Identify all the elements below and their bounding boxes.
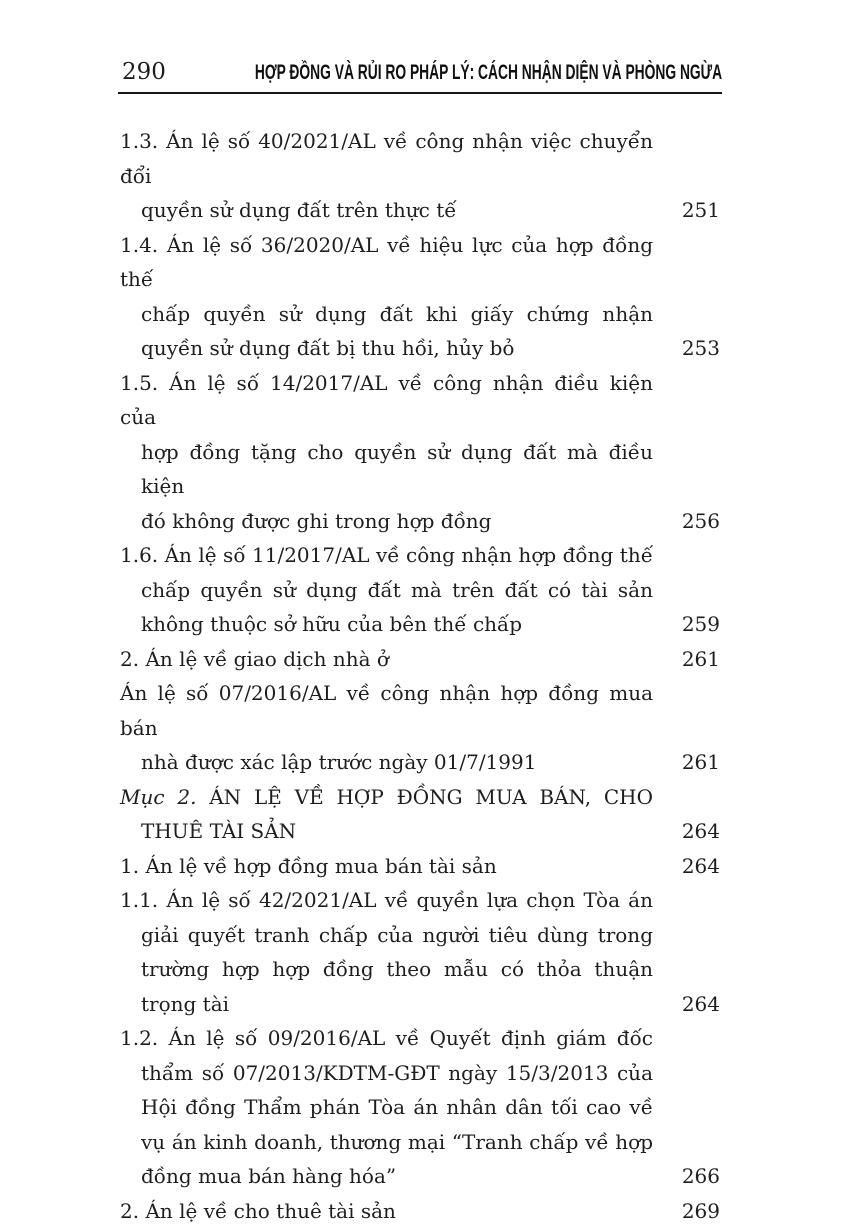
toc-entry-line: 1.6. Án lệ số 11/2017/AL về công nhận hợp đồng thế: [120, 538, 653, 573]
toc-entry-line: nhà được xác lập trước ngày 01/7/1991: [141, 745, 653, 780]
toc-entry-line: 1.1. Án lệ số 42/2021/AL về quyền lựa chọn Tòa án: [120, 883, 653, 918]
header-rule: [118, 92, 722, 94]
toc-entry-line: chấp quyền sử dụng đất mà trên đất có tài sản: [141, 573, 653, 608]
toc-page-number: 261: [682, 745, 720, 780]
toc-entry-line: 1.4. Án lệ số 36/2020/AL về hiệu lực của hợp đồng thế: [120, 228, 653, 297]
running-header: [120, 55, 722, 91]
toc-page-number: 256: [682, 504, 720, 539]
toc-entry-line: đồng mua bán hàng hóa”: [141, 1159, 653, 1194]
toc-page-number: 266: [682, 1159, 720, 1194]
toc-entry: [120, 366, 720, 539]
table-of-contents: [120, 124, 720, 1228]
toc-entry-line: thẩm số 07/2013/KDTM-GĐT ngày 15/3/2013 của: [141, 1056, 653, 1091]
toc-page-number: 269: [682, 1194, 720, 1228]
toc-entry: [120, 1021, 720, 1194]
toc-entry-line: chấp quyền sử dụng đất khi giấy chứng nhận: [141, 297, 653, 332]
toc-entry-line: không thuộc sở hữu của bên thế chấp: [141, 607, 653, 642]
folio-page-number: 290: [122, 61, 166, 84]
toc-entry-line: hợp đồng tặng cho quyền sử dụng đất mà điều kiện: [141, 435, 653, 504]
toc-page-number: 253: [682, 331, 720, 366]
toc-entry: [120, 849, 720, 884]
toc-page-number: 264: [682, 987, 720, 1022]
toc-entry-line: quyền sử dụng đất bị thu hồi, hủy bỏ: [141, 331, 653, 366]
toc-entry-line: trọng tài: [141, 987, 653, 1022]
toc-entry-line: vụ án kinh doanh, thương mại “Tranh chấp về hợp: [141, 1125, 653, 1160]
toc-entry: [120, 642, 720, 677]
toc-entry: [120, 1194, 720, 1228]
toc-page-number: 264: [682, 814, 720, 849]
toc-entry: [120, 228, 720, 366]
toc-entry-line: 1. Án lệ về hợp đồng mua bán tài sản: [120, 849, 653, 884]
section-label: Mục 2.: [120, 785, 196, 809]
toc-page-number: 261: [682, 642, 720, 677]
toc-entry-line: quyền sử dụng đất trên thực tế: [141, 193, 653, 228]
toc-entry-line: giải quyết tranh chấp của người tiêu dùng trong: [141, 918, 653, 953]
toc-page-number: 264: [682, 849, 720, 884]
toc-page-number: 259: [682, 607, 720, 642]
running-header-title: HỢP ĐỒNG VÀ RỦI RO PHÁP LÝ: CÁCH NHẬN DIỆN VÀ PHÒNG NGỪA: [255, 62, 722, 83]
toc-entry-line: 2. Án lệ về cho thuê tài sản: [120, 1194, 653, 1228]
toc-entry-line: 1.2. Án lệ số 09/2016/AL về Quyết định giám đốc: [120, 1021, 653, 1056]
toc-entry: [120, 124, 720, 228]
toc-entry-text: ÁN LỆ VỀ HỢP ĐỒNG MUA BÁN, CHO: [209, 785, 653, 809]
toc-entry-line: trường hợp hợp đồng theo mẫu có thỏa thuận: [141, 952, 653, 987]
toc-entry-line: Hội đồng Thẩm phán Tòa án nhân dân tối cao về: [141, 1090, 653, 1125]
toc-entry-line: 1.3. Án lệ số 40/2021/AL về công nhận việc chuyển đổi: [120, 124, 653, 193]
toc-entry-line: Án lệ số 07/2016/AL về công nhận hợp đồng mua bán: [120, 676, 653, 745]
toc-entry-line: đó không được ghi trong hợp đồng: [141, 504, 653, 539]
toc-entry-line: [120, 780, 653, 815]
toc-section-entry: [120, 780, 720, 849]
toc-entry-line: THUÊ TÀI SẢN: [141, 814, 653, 849]
toc-entry: [120, 538, 720, 642]
toc-entry: [120, 883, 720, 1021]
toc-entry-line: 1.5. Án lệ số 14/2017/AL về công nhận điều kiện của: [120, 366, 653, 435]
toc-entry: [120, 676, 720, 780]
toc-page-number: 251: [682, 193, 720, 228]
toc-entry-line: 2. Án lệ về giao dịch nhà ở: [120, 642, 653, 677]
